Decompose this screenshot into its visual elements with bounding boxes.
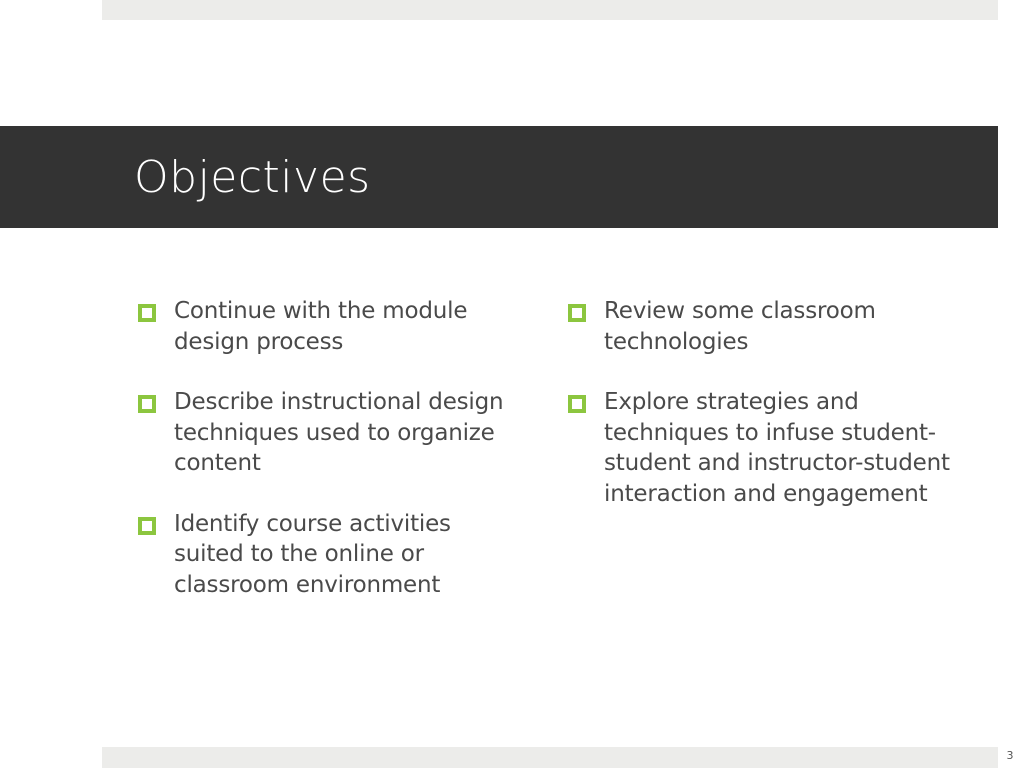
list-item bbox=[136, 387, 506, 479]
list-item bbox=[566, 387, 966, 509]
list-item bbox=[136, 509, 506, 601]
top-decorative-bar bbox=[102, 0, 998, 20]
hollow-square-bullet-icon bbox=[568, 395, 586, 413]
hollow-square-bullet-icon bbox=[138, 395, 156, 413]
list-item bbox=[136, 296, 506, 357]
bullet-text: Continue with the module design process bbox=[174, 298, 468, 355]
page-number: 3 bbox=[1006, 749, 1014, 762]
bullet-text: Explore strategies and techniques to infuse student-student and instructor-student interaction and engagement bbox=[604, 389, 950, 507]
hollow-square-bullet-icon bbox=[568, 304, 586, 322]
slide-title: Objectives bbox=[134, 152, 371, 203]
hollow-square-bullet-icon bbox=[138, 304, 156, 322]
bullet-text: Describe instructional design techniques used to organize content bbox=[174, 389, 504, 476]
hollow-square-bullet-icon bbox=[138, 517, 156, 535]
list-item bbox=[566, 296, 966, 357]
bullet-text: Review some classroom technologies bbox=[604, 298, 876, 355]
bottom-decorative-bar bbox=[102, 747, 998, 768]
left-objectives-list bbox=[136, 296, 506, 630]
right-objectives-list bbox=[566, 296, 966, 539]
bullet-text: Identify course activities suited to the online or classroom environment bbox=[174, 510, 451, 598]
